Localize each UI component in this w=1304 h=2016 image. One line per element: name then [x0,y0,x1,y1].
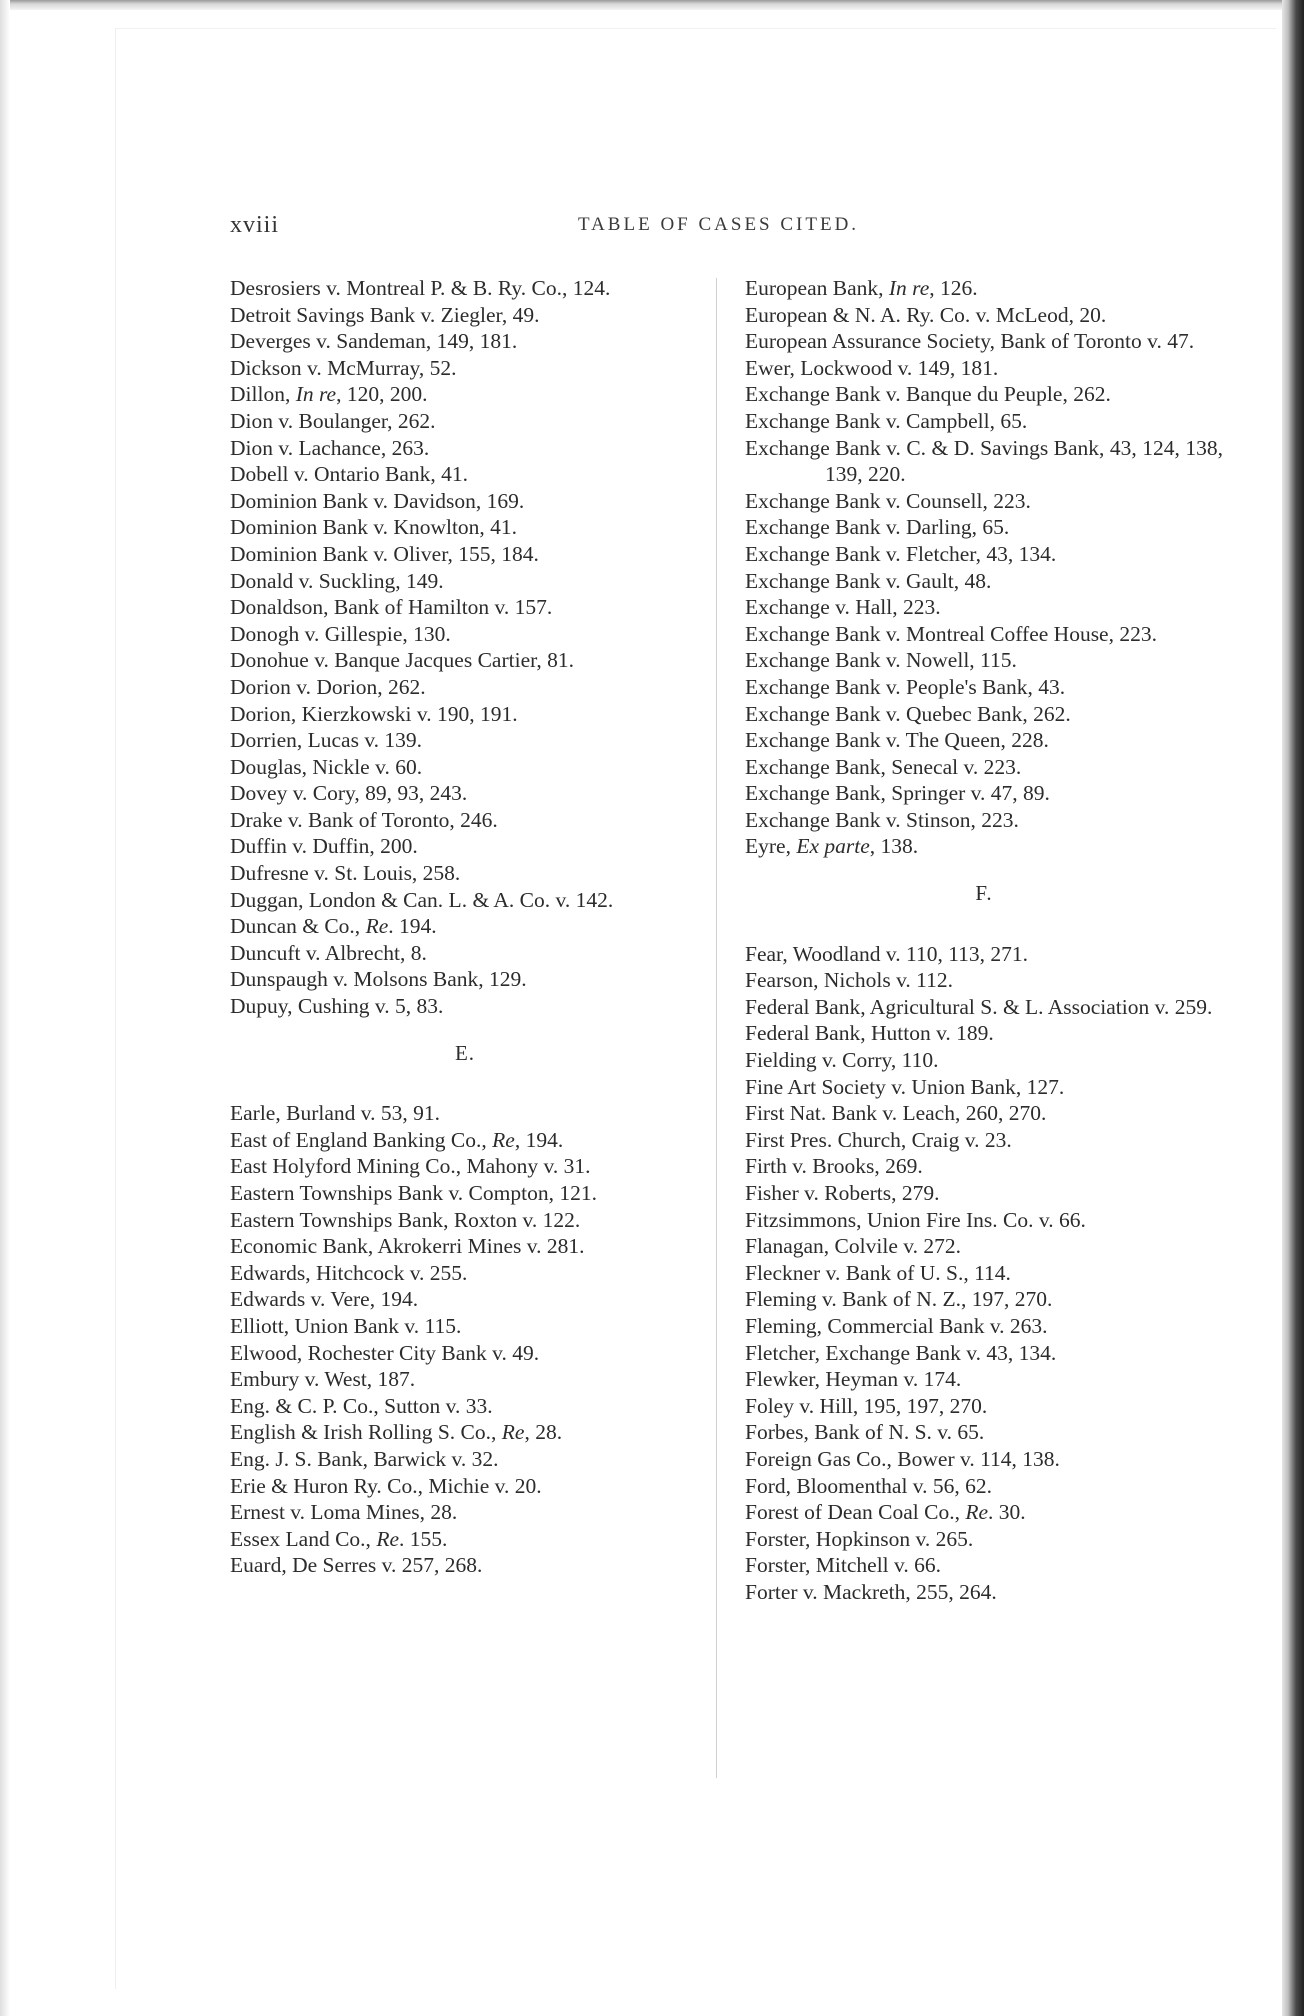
case-entry: Dupuy, Cushing v. 5, 83. [230,994,444,1019]
case-entry: Elwood, Rochester City Bank v. 49. [230,1340,540,1365]
page-header [230,212,1230,242]
case-entry: Erie & Huron Ry. Co., Michie v. 20. [230,1473,542,1498]
case-entry: Fearson, Nichols v. 112. [745,968,954,993]
case-entry: East Holyford Mining Co., Mahony v. 31. [230,1154,591,1179]
case-entry: Flanagan, Colvile v. 272. [745,1234,961,1259]
case-entry: Eng. & C. P. Co., Sutton v. 33. [230,1393,493,1418]
case-entry: Eastern Townships Bank, Roxton v. 122. [230,1207,581,1232]
case-entry: Dorrien, Lucas v. 139. [230,728,423,753]
case-entry: Donaldson, Bank of Hamilton v. 157. [230,595,553,620]
case-entry: Fletcher, Exchange Bank v. 43, 134. [745,1340,1057,1365]
case-entry: Duggan, London & Can. L. & A. Co. v. 142. [230,887,614,912]
right-column [745,275,1223,1606]
case-entry: Euard, De Serres v. 257, 268. [230,1553,483,1578]
case-entry: European & N. A. Ry. Co. v. McLeod, 20. [745,302,1107,327]
case-entry: Douglas, Nickle v. 60. [230,754,423,779]
running-title: TABLE OF CASES CITED. [578,214,860,235]
page-left-edge [0,0,10,2016]
case-entry: Forster, Mitchell v. 66. [745,1553,941,1578]
case-entry: Exchange Bank v. Stinson, 223. [745,807,1019,832]
case-entry: Dorion v. Dorion, 262. [230,674,426,699]
case-entry: Eyre, Ex parte, 138. [745,834,919,859]
case-entry: Drake v. Bank of Toronto, 246. [230,807,498,832]
case-entry: Exchange v. Hall, 223. [745,595,941,620]
case-entry: Embury v. West, 187. [230,1367,416,1392]
case-entry: Ford, Bloomenthal v. 56, 62. [745,1473,993,1498]
case-entry: Deverges v. Sandeman, 149, 181. [230,329,518,354]
case-entry: Donald v. Suckling, 149. [230,568,444,593]
case-entry: Fleming, Commercial Bank v. 263. [745,1313,1048,1338]
case-entry: Eastern Townships Bank v. Compton, 121. [230,1181,597,1205]
case-entry: Firth v. Brooks, 269. [745,1154,923,1179]
case-entry: Exchange Bank v. The Queen, 228. [745,728,1049,753]
case-entry: First Nat. Bank v. Leach, 260, 270. [745,1101,1047,1126]
case-entry: Exchange Bank v. Montreal Coffee House, 223. [745,621,1157,646]
case-entry: Ernest v. Loma Mines, 28. [230,1500,458,1525]
case-entry: Ewer, Lockwood v. 149, 181. [745,355,999,380]
case-entry: Desrosiers v. Montreal P. & B. Ry. Co., 124. [230,276,611,300]
case-entry: Exchange Bank v. Gault, 48. [745,568,992,593]
case-entry: Exchange Bank v. Counsell, 223. [745,488,1031,513]
case-entry: Dion v. Lachance, 263. [230,435,430,460]
case-entry: Duffin v. Duffin, 200. [230,834,418,859]
case-entry: Exchange Bank v. Quebec Bank, 262. [745,701,1071,726]
case-entry: Donohue v. Banque Jacques Cartier, 81. [230,648,575,673]
case-entry: Dovey v. Cory, 89, 93, 243. [230,781,468,806]
case-entry: Forest of Dean Coal Co., Re. 30. [745,1500,1026,1525]
case-entry: European Assurance Society, Bank of Toronto v. 47. [745,329,1195,354]
case-entry: English & Irish Rolling S. Co., Re, 28. [230,1420,563,1445]
case-entry: First Pres. Church, Craig v. 23. [745,1127,1012,1152]
case-entry: Fleckner v. Bank of U. S., 114. [745,1260,1011,1285]
section-letter: F. [975,881,993,906]
case-entry: Foley v. Hill, 195, 197, 270. [745,1393,988,1418]
case-entry: Fine Art Society v. Union Bank, 127. [745,1074,1065,1099]
left-column [230,275,700,1579]
case-entry: Essex Land Co., Re. 155. [230,1526,448,1551]
case-entry: Federal Bank, Hutton v. 189. [745,1021,994,1046]
case-entry: Detroit Savings Bank v. Ziegler, 49. [230,302,540,327]
case-entry: Fisher v. Roberts, 279. [745,1181,940,1205]
case-entry: Duncuft v. Albrecht, 8. [230,940,427,965]
case-entry: Fear, Woodland v. 110, 113, 271. [745,941,1029,966]
page-number: xviii [230,212,280,238]
case-entry: Edwards, Hitchcock v. 255. [230,1260,468,1285]
case-entry: Donogh v. Gillespie, 130. [230,621,451,646]
case-entry: Dominion Bank v. Knowlton, 41. [230,515,518,540]
case-entry: Exchange Bank v. Darling, 65. [745,515,1010,540]
case-entry: Exchange Bank v. People's Bank, 43. [745,674,1066,699]
case-entry: Economic Bank, Akrokerri Mines v. 281. [230,1234,585,1259]
case-entry: Fielding v. Corry, 110. [745,1048,939,1073]
case-entry: Exchange Bank v. C. & D. Savings Bank, 43, 124, 138, 139, 220. [745,435,1223,487]
column-divider [716,278,717,1778]
case-entry: Fitzsimmons, Union Fire Ins. Co. v. 66. [745,1207,1086,1232]
case-entry: Exchange Bank v. Banque du Peuple, 262. [745,382,1111,407]
case-entry: Foreign Gas Co., Bower v. 114, 138. [745,1446,1060,1471]
case-entry: Federal Bank, Agricultural S. & L. Association v. 259. [745,994,1213,1019]
case-entry: Forbes, Bank of N. S. v. 65. [745,1420,985,1445]
case-entry: Exchange Bank, Senecal v. 223. [745,754,1022,779]
case-entry: Dominion Bank v. Oliver, 155, 184. [230,541,539,566]
case-entry: Flewker, Heyman v. 174. [745,1367,962,1392]
case-entry: Exchange Bank v. Fletcher, 43, 134. [745,541,1057,566]
case-entry: Forter v. Mackreth, 255, 264. [745,1579,997,1604]
case-entry: Dobell v. Ontario Bank, 41. [230,462,469,487]
case-entry: Dominion Bank v. Davidson, 169. [230,488,525,513]
case-entry: Earle, Burland v. 53, 91. [230,1101,440,1126]
section-letter: E. [454,1040,476,1065]
case-entry: Elliott, Union Bank v. 115. [230,1313,462,1338]
case-entry: Duncan & Co., Re. 194. [230,914,437,939]
case-entry: Exchange Bank, Springer v. 47, 89. [745,781,1050,806]
case-entry: Dunspaugh v. Molsons Bank, 129. [230,967,527,992]
case-entry: Dion v. Boulanger, 262. [230,408,436,433]
case-entry: Exchange Bank v. Campbell, 65. [745,408,1028,433]
case-entry: East of England Banking Co., Re, 194. [230,1127,564,1152]
case-entry: Eng. J. S. Bank, Barwick v. 32. [230,1446,499,1471]
case-entry: Fleming v. Bank of N. Z., 197, 270. [745,1287,1053,1312]
case-entry: Dorion, Kierzkowski v. 190, 191. [230,701,518,726]
page-binding-shadow [1282,0,1304,2016]
case-entry: Dickson v. McMurray, 52. [230,355,457,380]
case-entry: Forster, Hopkinson v. 265. [745,1526,974,1551]
case-entry: European Bank, In re, 126. [745,276,978,300]
case-entry: Dufresne v. St. Louis, 258. [230,861,461,886]
case-entry: Dillon, In re, 120, 200. [230,382,428,407]
page-top-edge [0,0,1304,10]
case-entry: Edwards v. Vere, 194. [230,1287,419,1312]
case-entry: Exchange Bank v. Nowell, 115. [745,648,1017,673]
